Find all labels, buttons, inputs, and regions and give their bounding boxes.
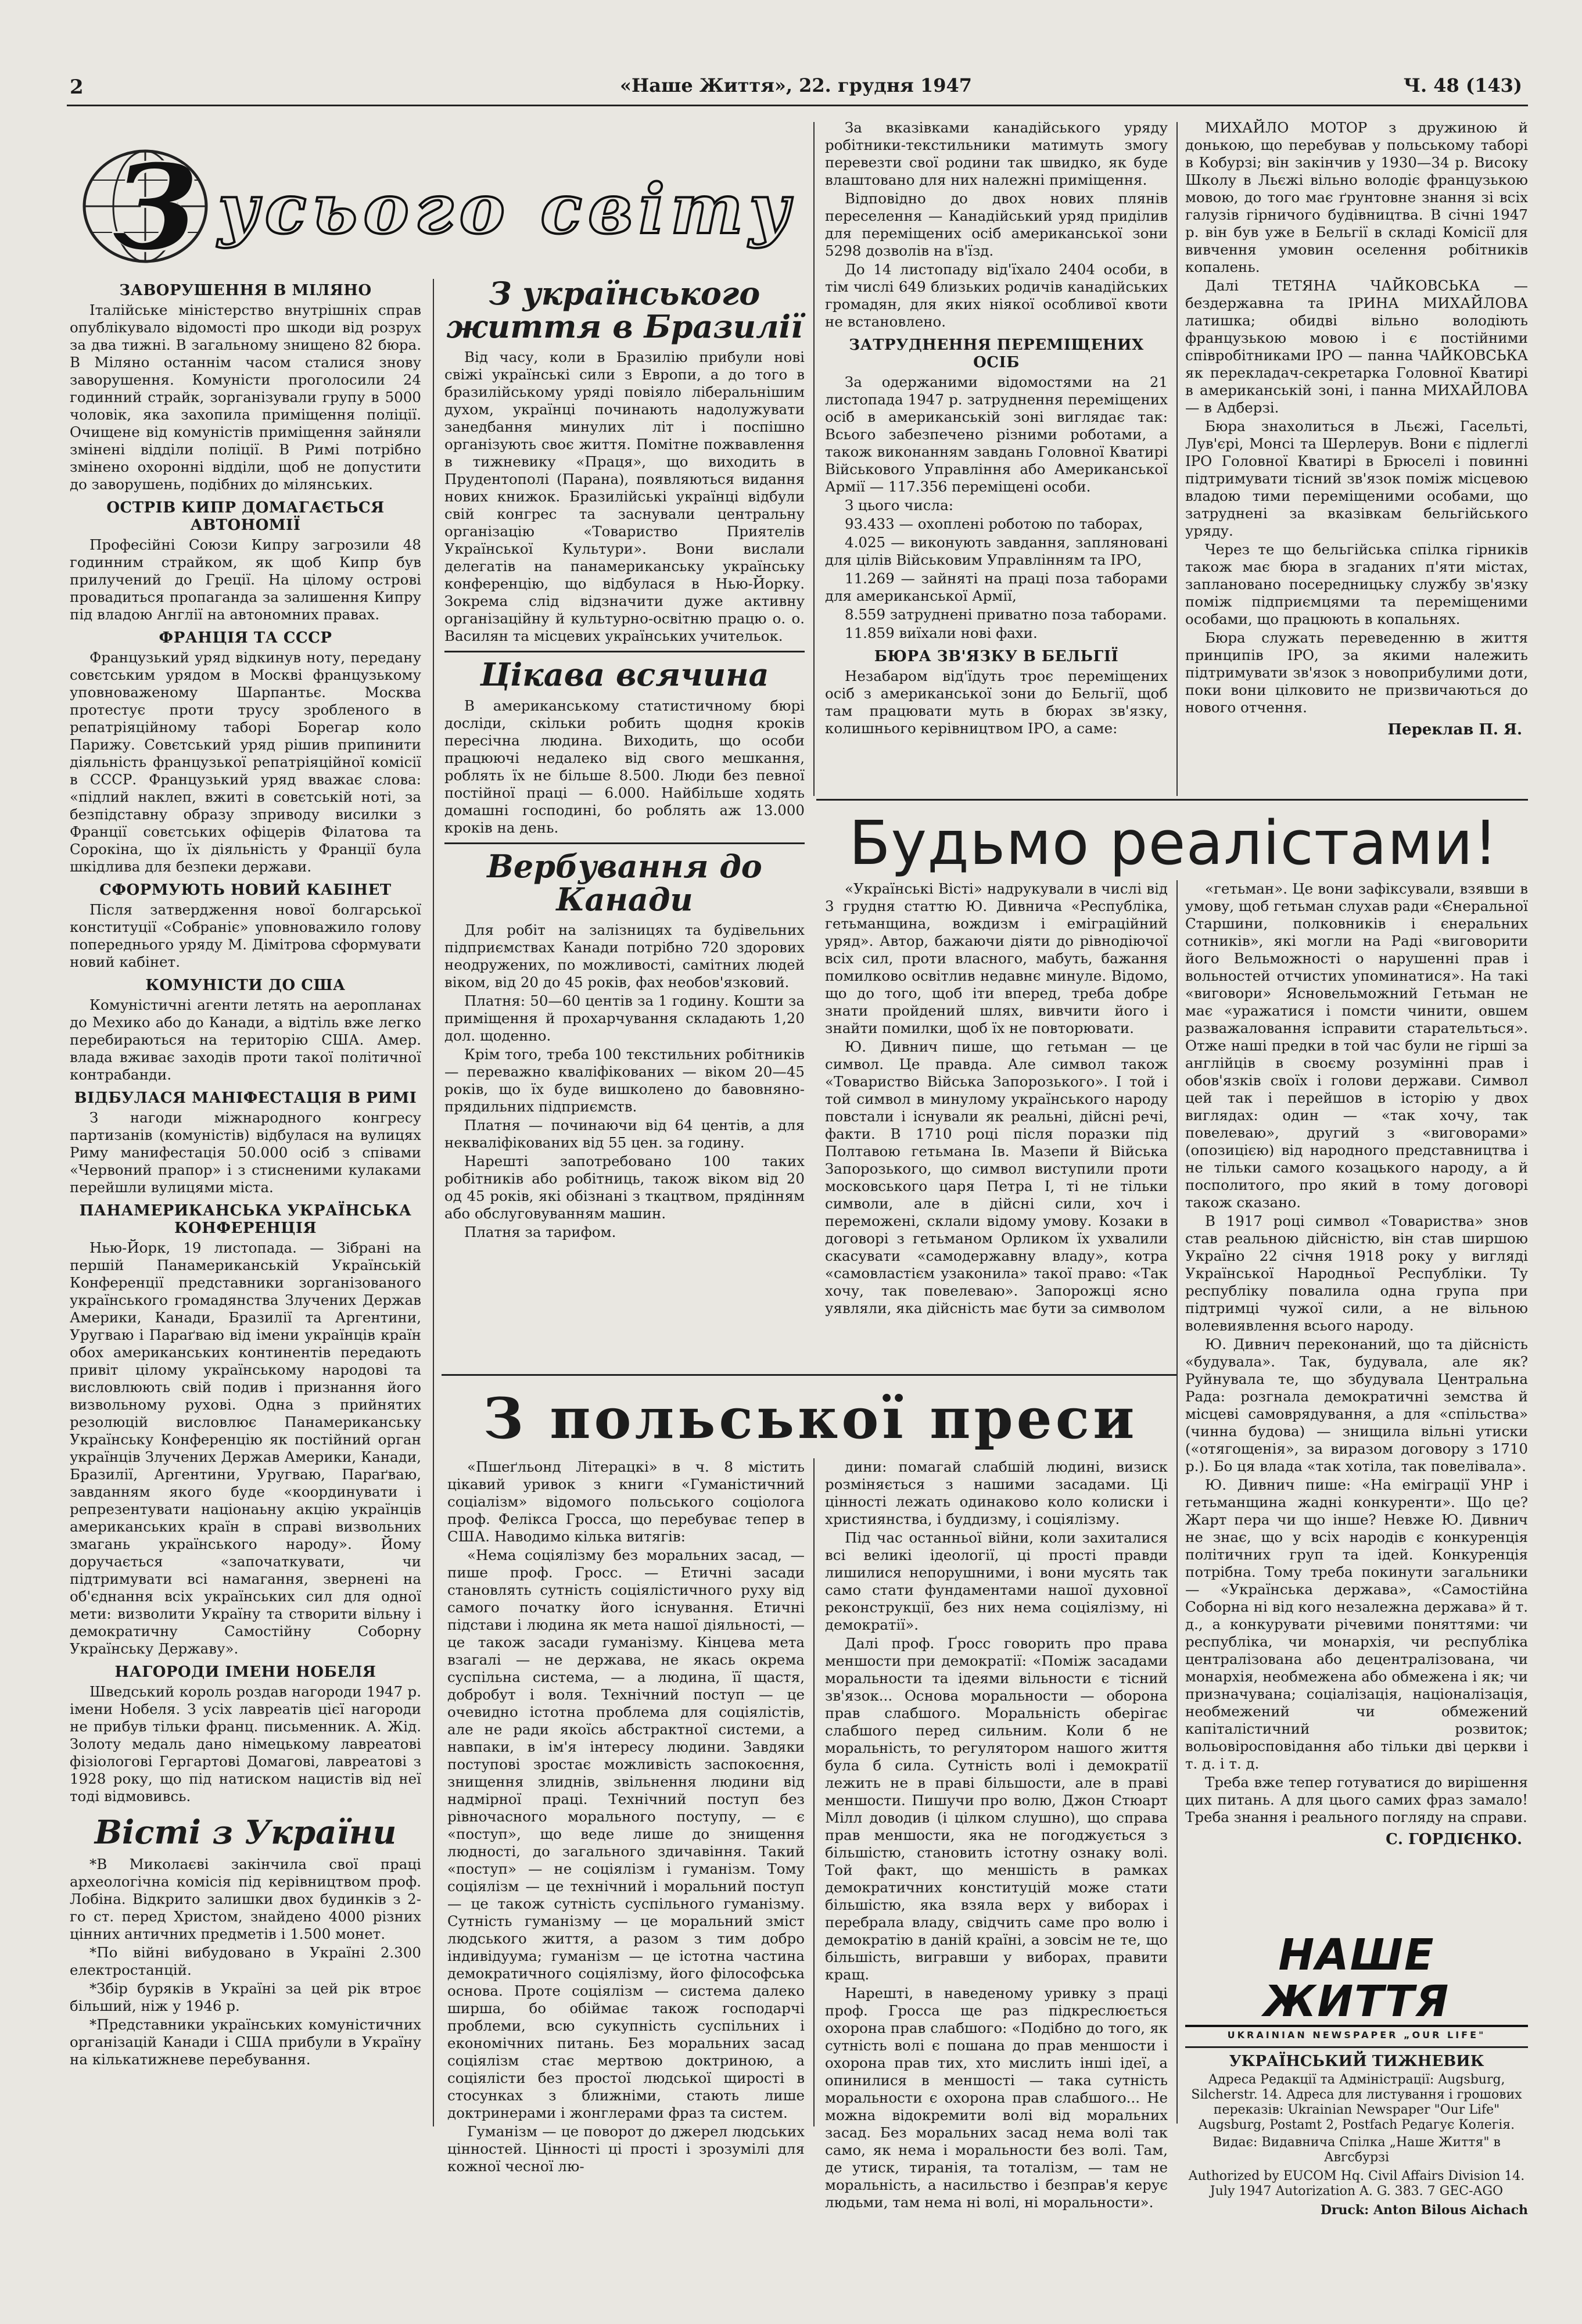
column-divider: [813, 122, 815, 796]
realists-title: Будьмо реалістами!: [849, 808, 1498, 878]
employment-stat: 11.269 — зайняті на праці поза таборами для американської Армії,: [825, 570, 1168, 604]
section-banner: [78, 139, 799, 276]
headline-brazil: З українського життя в Бразилії: [446, 275, 803, 345]
article-canada-cont-p3: До 14 листопаду від'їхало 2404 особи, в тім числі 649 близьких родичів канадійських громадян, для яких ніякої особливої квоти не встановлено.: [825, 261, 1168, 330]
ukraine-news-item: * Збір буряків в Україні за цей рік втроє більший, ніж у 1946 р.: [70, 1980, 421, 2015]
realists-left: [825, 880, 1168, 1368]
article-nobel: Шведський король роздав нагороди 1947 р. імени Нобеля. З усіх лавреатів цієї нагороди не прибув тільки франц. письменник. А. Жід. Золоту медаль дано німецькому лавреатові фізіологові Гергартові Домагові, лавреатові з 1928 року, що під натиском нацистів від неї тоді відмовивсь.: [70, 1683, 421, 1805]
column-divider: [813, 1458, 815, 2126]
article-belgium-p2: Далі ТЕТЯНА ЧАЙКОВСЬКА — бездержавна та ІРИНА МИХАЙЛОВА латишка; обидві вільно володіють французькою мовою і є постійними співробітниками ІРО — панна ЧАЙКОВСЬКА як перекладач-секретарка Головної Кватирі в американській зоні, і панна МИХАЙЛОВА — в Адберзі.: [1185, 277, 1528, 416]
realists-left-p1: «Українські Вісті» надрукували в числі від 3 грудня статтю Ю. Дивнича «Республіка, гетьманщина, вождизм і еміграційний уряд». Автор, бажаючи діяти до рівнодіючої всіх сил, проти власного, мабуть, бажання помилково освітлив недавнє минуле. Відомо, що до того, щоб іти вперед, треба добре знати пройдений шлях, вивчити його і знайти помилки, щоб їх не повторювати.: [825, 880, 1168, 1037]
employment-stat: 4.025 — виконують завдання, запляновані для цілів Військовим Управлінням та ІРО,: [825, 534, 1168, 568]
translator-signature: Переклав П. Я.: [1387, 721, 1522, 738]
polish-right-p2: Під час останньої війни, коли захиталися всі великі ідеології, ці прості правди лишилися непорушними, і вони мусять так само стати фундаментами нашої духовної реконструкції, без них нема соціялізму, ні демократії».: [825, 1529, 1168, 1633]
polish-left-p2: «Нема соціялізму без моральних засад, — пише проф. Гросс. — Етичні засади становлять сутність соціялістичного руху від самого початку його існування. Етичні підстави і людина як мета нашої діяльності, — це також засади гуманізму. Кінцева мета взагалі — не держава, не якась окрема суспільна система, — а людина, її щастя, добробут і воля. Технічний поступ — це очевидно істотна проблема для соціялістів, але не ради якоїсь абстрактної системи, а навпаки, в ім'я інтересу людини. Завдяки поступові зростає можливість заспокоєння, знищення злиднів, звільнення людини від надмірної праці. Технічний поступ без рівночасного морального поступу, — є «поступ», що веде лише до знищення людності, до загального здичавіння. Такий «поступ» — не соціялізм і гуманізм. Тому соціялізм — це технічний і моральний поступ — це також сутність суспільного гуманізму. Сутність гуманізму — це моральний зміст людського життя, а разом з тим добро індивідуума; гуманізм — це істотна частина демократичного соціялізму, його філософська основа. Проте соціялізм — система далеко ширша, бо обіймає також господарчі проблеми, всю сукупність суспільних і економічних питань. Без моральних засад соціялізм стає мертвою доктриною, а соціялісти без простої людської щирості в стосунках з ближніми, стають лише доктринерами і жонглерами фраз та систем.: [447, 1547, 805, 2121]
page-header: [64, 69, 1528, 103]
issue-number: Ч. 48 (143): [1403, 74, 1522, 96]
headline-curiosities: Цікава всячина: [480, 656, 769, 694]
banner-title: усього світу: [218, 168, 796, 249]
ukraine-news-item: * Представники українських комуністичних організацій Канади і США прибули в Україну на кількатижневе перебування.: [70, 2016, 421, 2068]
article-communists: Комуністичні агенти летять на аеропланах до Мехико або до Канади, а відтіль вже легко перебираються на територію США. Амер. влада вживає заходів проти такої політичної контрабанди.: [70, 996, 421, 1083]
article-belgium-p5: Бюра служать переведенню в життя принципів ІРО, за якими належить підтримувати зв'язок з новоприбулими доти, поки вони цілковито не призвичаються до нового отчення.: [1185, 629, 1528, 716]
polish-left-p3: Гуманізм — це поворот до джерел людських цінностей. Цінності ці прості і зрозумілі для кожної чесної лю-: [447, 2123, 805, 2175]
employment-stat: 93.433 — охоплені роботою по таборах,: [845, 515, 1143, 532]
article-canada-cont-p1: За вказівками канадійського уряду робітники-текстильники матимуть змогу перевезти свої родини так швидко, як буде влаштовано для них належні приміщення.: [825, 119, 1168, 188]
article-panamerican: Нью-Йорк, 19 листопада. — Зібрані на першій Панамериканській Українській Конференції представники зорганізованого українського громадянства Злучених Держав Америки, Канади, Бразилії та Аргентини, Уругваю і Параґваю від імени українців країн обох американських континентів передають привіт цілому українському народові та висловлюють свій подив і признання його визвольному рухові. Одна з прийнятих резолюцій висловлює Панамериканську Українську Конференцію як постійний орган українців Злучених Держав Америки, Канади, Бразилії, Аргентини, Уругваю, Параґваю, завданням якого буде «координувати і репрезентувати націонаьну акцію українців американських країн в справі визвольних змагань українського народу». Йому доручається «започаткувати, чи підтримувати всі намагання, звернені на об'єднання всіх українських сил для одної мети: визволити Україну та створити вільну і демократичну Самостійну Соборну Українську Державу».: [70, 1239, 421, 1657]
article-cyprus: Професійні Союзи Кипру загрозили 48 годинним страйком, як щоб Кипр був прилучений до Греції. На цілому острові провадиться пропаганда за залишення Кипру під владою Англії на автономних правах.: [70, 536, 421, 623]
article-canada-cont-p2: Відповідно до двох нових плянів переселення — Канадійський уряд приділив для переміщених осіб американської зони 5298 дозволів на в'їзд.: [825, 190, 1168, 259]
headline-panamerican: ПАНАМЕРИКАНСЬКА УКРАЇНСЬКА КОНФЕРЕНЦІЯ: [79, 1202, 412, 1237]
realists-right-p1: «гетьман». Це вони зафіксували, взявши в умову, щоб гетьман слухав ради «Єнеральної Старшини, полковників і єнеральних сотників», які могли на Раді «виговорити його Вельможності о нарушенні прав і вольностей отчистих упоминатися». На такі «виговори» Ясновельможний Гетьман не має «уражатися і помсти чинити, овшем разважаловання ісправити старательться». Отже наші предки в той час були не гірші за англійців в своєму розумінні прав і обов'язків своїх і голови держави. Символ цей так і перейшов в історію у двох виглядах: один — «так хочу, так повелеваю», другий з «виговорами» (опозицією) від народного представництва і не тільки самого козацького народу, а й посполитого, про який в тому договорі також сказано.: [1185, 880, 1528, 1211]
headline-france: ФРАНЦІЯ ТА СССР: [159, 629, 332, 647]
article-brazil: Від часу, коли в Бразилію прибули нові свіжі українські сили з Европи, а до того в бразилійському уряді повіяло ліберальнішим духом, українці починають надолужувати занедбання минулих літ і поспішно організують своє життя. Помітне пожвавлення в тижневику «Праця», що виходить в Прудентополі (Парана), появляються видання нових книжок. Бразилійські українці відбули свій конгрес та заснували центральну організацію «Товариство Приятелів Української Культури». Вони вислали делегатів на панамериканську українську конференцію, що відбулася в Нью-Йорку. Зокрема слід відзначити дуже активну організаційну й культурно-освітню працю о. о. Василян та місцевих українських учительок.: [444, 349, 805, 645]
headline-employment: ЗАТРУДНЕННЯ ПЕРЕМІЩЕНИХ ОСІБ: [849, 336, 1144, 371]
section-rule: [816, 799, 1528, 801]
polish-left-p1: «Пшеґльонд Літерацкі» в ч. 8 містить цікавий уривок з книги «Гуманістичний соціалізм» відомого польського соціолога проф. Фелікса Гросса, що перебуває тепер в США. Наводимо кілька витягів:: [447, 1458, 805, 1545]
masthead-date: «Наше Життя», 22. грудня 1947: [619, 74, 973, 96]
paper-authorized: Authorized by EUCOM Hq. Civil Affairs Division 14. July 1947 Autorization A. G. 383. 7 GEC-AGO: [1188, 2169, 1525, 2199]
article-canada-p4: Платня — починаючи від 64 центів, а для некваліфікованих від 55 цен. за годину.: [444, 1117, 805, 1152]
banner-logo-letter: З: [113, 139, 198, 276]
headline-milan: ЗАВОРУШЕННЯ В МІЛЯНО: [119, 282, 372, 299]
article-belgium: Незабаром від'їдуть троє переміщених осіб з американської зони до Бельгії, щоб там працювати муть в бюрах зв'язку, колишнього керівництвом ІРО, а саме:: [825, 668, 1168, 737]
paper-info: [1185, 1930, 1528, 2218]
article-canada-p3: Крім того, треба 100 текстильних робітників — переважно кваліфікованих — віком 20—45 років, що їх буде вишколено до бавовняно-прядильних підприємств.: [444, 1046, 805, 1116]
realists-right-p2: В 1917 році символ «Товариства» знов став реальною дійсністю, він став ширшою Україно 22 січня 1918 року у вигляді Української Народньої Республіки. Ту республіку повалила одна група при підтримці чужої сили, а не вільною волевиявлення всього народу.: [1185, 1213, 1528, 1334]
paper-logo: НАШЕ ЖИТТЯ: [1185, 1932, 1528, 2027]
polish-right-p4: Нарешті, в наведеному уривку з праці проф. Гросса ще раз підкреслюється охорона прав слабшого: «Подібно до того, як сутність волі є пошана до прав меншости і охорона прав тих, хто мислить інші ідеї, а опинилися в меншості — така сутність моральности є охорона прав слабшого... Не можна відокремити волі від моральних засад. Без моральних засад нема волі так само, як нема і моральности без волі. Там, де утиск, тиранія, та тоталізм, — там не моральність, а насильство і безправ'я керує людьми, там нема ні волі, ні моральности».: [825, 1985, 1168, 2211]
article-canada-p5: Нарешті запотребовано 100 таких робітників або робітниць, також віком від 20 од 45 років, які обізнані з ткацтвом, прядінням або обслуговуванням машин.: [444, 1153, 805, 1222]
realists-right-p5: Треба вже тепер готуватися до вирішення цих питань. А для цього самих фраз замало! Треба знання і реального погляду на справи.: [1185, 1774, 1528, 1826]
article-employment: За одержаними відомостями на 21 листопада 1947 р. затруднення переміщених осіб в американській зоні виглядає так: Всього забезпечено різними роботами, а також виконанням завдань Головної Кватирі Військового Управління або Американської Армії — 117.356 переміщені особи.: [825, 374, 1168, 495]
article-belgium-p1: МИХАЙЛО МОТОР з дружиною й донькою, що перебував у польському таборі в Кобурзі; він закінчив у 1930—34 р. Високу Школу в Льєжі вільно володіє французькою мовою, до того має ґрунтовне знання зі всіх галузів гірничого будівництва. В січні 1947 р. він був уже в Бельгії в складі Комісії для вивчення умовин оселення робітників копалень.: [1185, 119, 1528, 275]
headline-cyprus: ОСТРІВ КИПР ДОМАГАЄТЬСЯ АВТОНОМІЇ: [106, 499, 385, 534]
headline-rome: ВІДБУЛАСЯ МАНІФЕСТАЦІЯ В РИМІ: [74, 1089, 417, 1107]
employment-stat: 11.859 виїхали нові фахи.: [845, 625, 1038, 641]
polish-right-p1: дини: помагай слабшій людині, визиск розміняється з нашими засадами. Ці цінності лежать одинаково коло колиски і християнства, і буддизму, і соціялізму.: [825, 1458, 1168, 1527]
realists-signature: С. ГОРДІЄНКО.: [1386, 1831, 1522, 1848]
headline-cabinet: СФОРМУЮТЬ НОВИЙ КАБІНЕТ: [99, 881, 392, 899]
article-milan: Італійське міністерство внутрішніх справ опублікувало відомості про шкоди від розрух за два тижні. В загальному знищено 82 бюра. В Міляно останнім часом сталися знову заворушення. Комуністи проголосили 24 годинний страйк, зорганізували групу в 5000 чоловік, яка захопила приміщення поліції. Очищене від комуністів приміщення зайняли змінені відділи поліції. В Римі потрібно змінено охоронні відділи, щоб не допустити до заворушень, подібних до мілянських.: [70, 302, 421, 493]
article-rome: З нагоди міжнародного конгресу партизанів (комуністів) відбулася на вулицях Риму манифестація 50.000 осіб з співами «Червоний прапор» і з стисненими кулаками перейшли вулицями міста.: [70, 1109, 421, 1196]
headline-belgium: БЮРА ЗВ'ЯЗКУ В БЕЛЬГІЇ: [874, 648, 1119, 665]
realists-left-p2: Ю. Дивнич пише, що гетьман — це символ. Це правда. Але символ також «Товариство Війська Запорозького». І той і той символ в минулому українського народу повстали і існували як реальні, дійсні речі, факти. В 1710 році після поразки під Полтавою гетьмана Ів. Мазепи й Війська Запорозького, що символ виступили проти московського царя Петра І, ті не тільки символи, але в дійсні сили, хоч і переможені, склали відому умову. Козаки в договорі з гетьманом Орликом їх ухвалили скасувати «самодержавну владу», котра «самовластієм узаконила» такої право: «Так хочу, так повелеваю». Запорожці ясно уявляли, яка дійсність має бути за символом: [825, 1038, 1168, 1317]
paper-print: Druck: Anton Bilous Aichach: [1320, 2203, 1528, 2218]
page-number: 2: [70, 76, 84, 99]
paper-logo-sub: UKRAINIAN NEWSPAPER „OUR LIFE": [1227, 2029, 1486, 2040]
polish-left: [447, 1458, 805, 2175]
polish-right-p3: Далі проф. Ґросс говорить про права меншости при демократії: «Поміж засадами моральности та ідеями вільности є тісний зв'язок... Основа моральности — оборона прав слабшого. Моральність оберігає слабшого перед сильним. Коли б не моральність, то регулятором нашого життя була б сила. Сутність волі і демократії лежить не в праві більшости, але в праві меншости. Пишучи про волю, Джон Стюарт Мілл доводив (і цілком слушно), що справа прав меншости, яка не погоджується з більшістю, становить істотну ознаку волі. Той факт, що меншість в рамках демократичних конституцій може стати більшістю, яка взяла верх у виборах і перебрала владу, свідчить саме про волю і демократію в даній країні, а зовсім не те, що більшість, вигравши у виборах, правити кращ.: [825, 1635, 1168, 1983]
column-3: [825, 119, 1168, 793]
column-divider: [1176, 122, 1178, 796]
article-canada-p2: Платня: 50—60 центів за 1 годину. Кошти за приміщення й прохарчування складають 1,20 дол. щоденно.: [444, 992, 805, 1045]
article-canada-p6: Платня за тарифом.: [464, 1224, 616, 1241]
employment-stat: 8.559 затруднені приватно поза таборами.: [845, 606, 1167, 623]
header-rule: [67, 105, 1528, 106]
ukraine-news-item: * По війні вибудовано в Україні 2.300 електростанцій.: [70, 1944, 421, 1979]
employment-stat: З цього числа:: [845, 497, 953, 514]
article-france: Французький уряд відкинув ноту, передану совєтським урядом в Москві французькому уповноваженому Шарпантьє. Москва протестує проти трусу зробленого в репатріяційному таборі Борегар коло Парижу. Совєтський уряд рішив припинити діяльність французької репатріяційної комісії в СССР. Французький уряд вважає слова: «підлий наклеп, вжиті в совєтській ноті, за безпідставну образу зприводу висилки з Франції совєтських офіцерів Філатова та Сорокіна, що їх діяльність у Франції була шкідлива для безпеки держави.: [70, 649, 421, 875]
article-cabinet: Після затвердження нової болгарської конституції «Собраніє» уповноважило голову попереднього уряду М. Дімітрова сформувати новий кабінет.: [70, 901, 421, 970]
paper-address: Адреса Редакції та Адміністрації: Augsburg, Silcherstr. 14. Адреса для листування і грошових переказів: Ukrainian Newspaper "Our Life" Augsburg, Postamt 2, Postfach Редагує Колегія.: [1191, 2072, 1522, 2132]
realists-right-p4: Ю. Дивнич пише: «На еміграції УНР і гетьманщина жадні конкуренти». Що це? Жарт пера чи що інше? Невже Ю. Дивнич не знає, що у всіх народів є конкуренція політичних груп та ідей. Конкуренція потрібна. Тому треба покинути загальники — «Українська держава», «Самостійна Соборна ні від кого незалежна держава» й т. д., а конкурувати річевими поняттями: чи республіка, чи монархія, чи республіка централізована або децентралізована, чи монархія, необмежена або обмежена і як; чи призначувана; соціалізація, націоналізація, необмежений чи обмежений капіталістичний розвиток; вольовіросповідання або тільки дві церкви і т. д. і т. д.: [1185, 1476, 1528, 1772]
article-belgium-p3: Бюра знахолиться в Льєжі, Гасельті, Лув'єрі, Монсі та Шерлерув. Вони є підлеглі ІРО Головної Кватирі в Брюселі і повинні підтримувати тісний зв'язок поміж місцевою владою тими переміщеними особами, що затруднені за вказівкам бельгійського уряду.: [1185, 418, 1528, 539]
article-curiosities: В американському статистичному бюрі досліди, скільки робить щодня кроків пересічна людина. Виходить, що особи працюючі недалеко від свого мешкання, роблять їх не більше 8.500. Люди без певної постійної праці — 6.000. Найбільше ходять домашні господині, бо роблять аж 13.000 кроків на день.: [444, 697, 805, 837]
column-divider: [1176, 880, 1178, 2124]
column-2: [444, 276, 805, 1368]
realists-right: [1185, 880, 1528, 1926]
headline-nobel: НАГОРОДИ ІМЕНИ НОБЕЛЯ: [114, 1663, 376, 1681]
paper-weekly: УКРАЇНСЬКИЙ ТИЖНЕВИК: [1229, 2053, 1484, 2070]
realists-right-p3: Ю. Дивнич переконаний, що та дійсність «будувала». Так, будувала, але як? Руйнувала те, що збудувала Центральна Рада: розгнала демократичні земства й місцеві самоврядування, а для «спільства» (чинна будова) — знищила вільні утиски («отягощенія», за виразом договору з 1710 р.). Бо ця влада «так хотіла, так повелівала».: [1185, 1336, 1528, 1475]
column-1: [70, 276, 421, 2124]
paper-publisher: Видає: Видавнича Спілка „Наше Життя" в Авгсбурзі: [1212, 2135, 1501, 2165]
headline-ukraine-news: Вісті з України: [94, 1813, 397, 1852]
article-belgium-p4: Через те що бельгійська спілка гірників також має бюра в згаданих п'яти містах, заплановано посередницьку службу зв'язку поміж підприємцями та переміщеними особами, що працюють в копальнях.: [1185, 541, 1528, 627]
section-rule: [442, 1374, 1176, 1376]
headline-canada: Вербування до Канади: [487, 848, 762, 918]
info-rule: [1185, 2046, 1528, 2048]
ukraine-news-item: * В Миколаєві закінчила свої праці археологічна комісія під керівництвом проф. Лобіна. Відкрито залишки двох будинків з 2-го ст. перед Христом, знайдено 4000 різних цінних античних предметів і 1.500 монет.: [70, 1856, 421, 1943]
column-4: [1185, 119, 1528, 793]
headline-communists: КОМУНІСТИ ДО США: [145, 977, 346, 994]
column-divider: [433, 279, 434, 2126]
polish-right: [825, 1458, 1168, 2211]
article-canada-p1: Для робіт на залізницях та будівельних підприємствах Канади потрібно 720 здорових неодружених, по можливості, самітних людей віком, від 20 до 45 років, фах необов'язковий.: [444, 921, 805, 991]
polish-title: З польської преси: [483, 1386, 1138, 1451]
